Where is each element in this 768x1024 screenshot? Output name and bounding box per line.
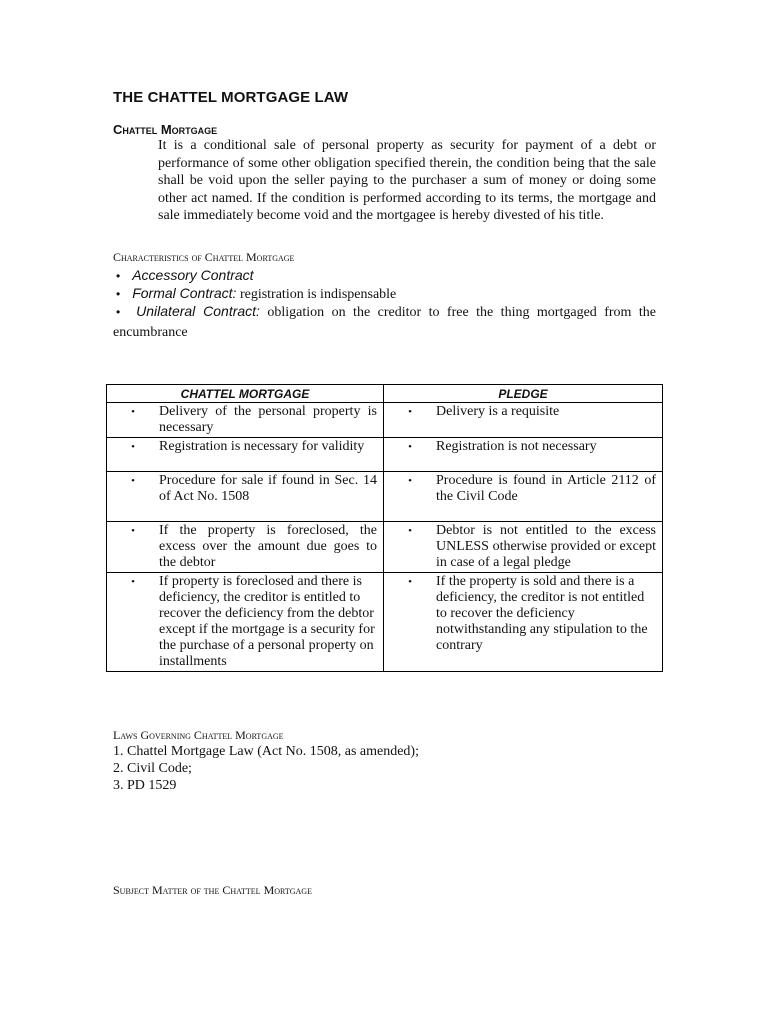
- bullet-icon: •: [116, 269, 121, 283]
- bullet-icon: •: [131, 406, 135, 418]
- bullet-icon: •: [408, 525, 412, 537]
- table-cell: [107, 472, 384, 522]
- cell-text: Debtor is not entitled to the excess UNLESS otherwise provided or except in case of a legal pledge: [436, 523, 656, 570]
- table-row: [107, 403, 663, 438]
- cell-text: Procedure for sale if found in Sec. 14 of Act No. 1508: [159, 473, 377, 504]
- list-item: 3. PD 1529: [113, 778, 177, 793]
- bullet-icon: •: [408, 406, 412, 418]
- characteristic-item-1: [116, 266, 254, 286]
- table-row: [107, 472, 663, 522]
- table-cell: [384, 472, 663, 522]
- cell-text: Delivery is a requisite: [436, 404, 560, 419]
- characteristic-label: Formal Contract:: [132, 285, 237, 301]
- cell-text: If the property is foreclosed, the excess over the amount due goes to the debtor: [159, 523, 377, 570]
- table-cell: [384, 403, 663, 438]
- bullet-icon: •: [408, 441, 412, 453]
- bullet-icon: •: [131, 525, 135, 537]
- subject-matter-heading: Subject Matter of the Chattel Mortgage: [113, 883, 312, 897]
- chattel-mortgage-heading: Chattel Mortgage: [113, 122, 218, 137]
- characteristic-label: Unilateral Contract:: [136, 303, 260, 319]
- table-row: [107, 438, 663, 472]
- laws-list: [113, 743, 419, 794]
- table-cell: [107, 522, 384, 573]
- cell-text: If the property is sold and there is a deficiency, the creditor is not entitled to recover the deficiency notwithstanding any stipulation to the contrary: [436, 574, 648, 653]
- definition-paragraph: It is a conditional sale of personal property as security for payment of a debt or performance of some other obligation specified therein, the condition being that the sale shall be void upon the seller paying to the purchaser a sum of money or doing some other act named. If the condition is performed according to its terms, the mortgage and sale immediately become void and the mortgagee is hereby divested of his title.: [158, 138, 656, 224]
- table-cell: [384, 522, 663, 573]
- characteristic-text: registration is indispensable: [236, 287, 397, 302]
- characteristics-heading: Characteristics of Chattel Mortgage: [113, 250, 295, 264]
- table-row: [107, 573, 663, 672]
- laws-heading: Laws Governing Chattel Mortgage: [113, 728, 284, 742]
- page-title: THE CHATTEL MORTGAGE LAW: [113, 89, 349, 106]
- cell-text: Registration is necessary for validity: [159, 439, 365, 454]
- bullet-icon: •: [131, 441, 135, 453]
- table-row: [107, 522, 663, 573]
- list-item: 1. Chattel Mortgage Law (Act No. 1508, as amended);: [113, 744, 419, 759]
- characteristic-item-3: [113, 302, 656, 342]
- bullet-icon: •: [131, 475, 135, 487]
- list-item: 2. Civil Code;: [113, 761, 192, 776]
- table-cell: [384, 573, 663, 672]
- characteristic-label: Accessory Contract: [132, 267, 254, 283]
- cell-text: Procedure is found in Article 2112 of the Civil Code: [436, 473, 656, 504]
- comparison-table: [106, 384, 663, 672]
- bullet-icon: •: [131, 576, 135, 588]
- table-cell: [384, 438, 663, 472]
- cell-text: If property is foreclosed and there is deficiency, the creditor is entitled to recover the deficiency from the debtor except if the mortgage is a security for the purchase of a personal property on installments: [159, 574, 375, 669]
- bullet-icon: •: [408, 576, 412, 588]
- table-cell: [107, 403, 384, 438]
- column-header-chattel-mortgage: CHATTEL MORTGAGE: [107, 385, 384, 403]
- bullet-icon: •: [116, 305, 121, 319]
- bullet-icon: •: [116, 287, 121, 301]
- cell-text: Delivery of the personal property is necessary: [159, 404, 377, 435]
- column-header-pledge: PLEDGE: [384, 385, 663, 403]
- bullet-icon: •: [408, 475, 412, 487]
- characteristic-text: obligation on the creditor to free the thing mortgaged from the encumbrance: [113, 305, 657, 340]
- table-cell: [107, 573, 384, 672]
- table-cell: [107, 438, 384, 472]
- characteristic-item-2: [116, 284, 396, 304]
- table-header-row: [107, 385, 663, 403]
- cell-text: Registration is not necessary: [436, 439, 597, 454]
